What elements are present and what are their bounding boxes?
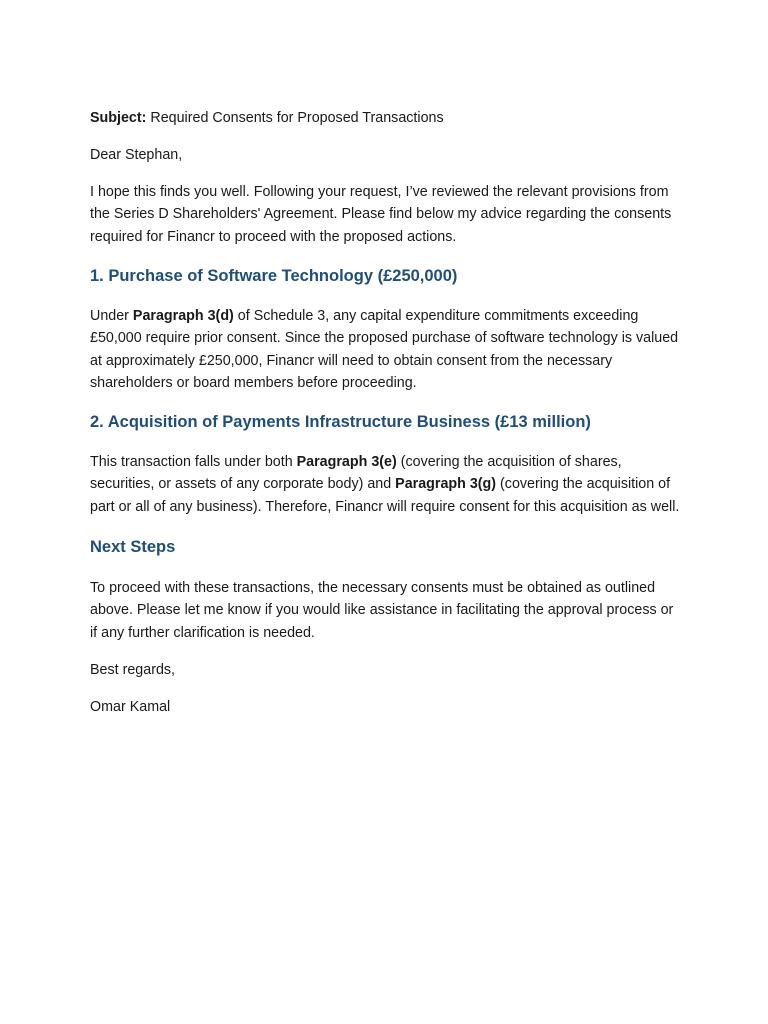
- section-1-reference: Paragraph 3(d): [132, 307, 234, 324]
- subject-label: Subject:: [90, 110, 147, 126]
- closing-line: Best regards,: [90, 661, 176, 678]
- next-steps-paragraph: To proceed with these transactions, the necessary consents must be obtained as outlined above. Please let me know if you would like assistance in facilitating the approval process or if any further clarification is needed.: [90, 580, 674, 641]
- section-1-text-1: Under: [90, 307, 133, 324]
- section-2-reference-2: Paragraph 3(g): [395, 476, 497, 493]
- section-2-heading: 2. Acquisition of Payments Infrastructure Business (£13 million): [90, 413, 591, 432]
- next-steps-heading: Next Steps: [90, 538, 176, 557]
- signature: Omar Kamal: [90, 699, 171, 716]
- section-1-paragraph: [90, 305, 680, 394]
- section-1-text-2: of Schedule 3, any capital expenditure commitments exceeding £50,000 require prior consent. Since the proposed purchase of software technology is valued at approximately £250,000, Financr will need to obtain consent from the necessary shareholders or board members before proceeding.: [90, 307, 679, 391]
- section-2-reference-1: Paragraph 3(e): [296, 454, 397, 471]
- section-2-text-1: This transaction falls under both: [90, 454, 297, 471]
- greeting: Dear Stephan,: [90, 146, 183, 163]
- section-2-text-3: (covering the acquisition of part or all of any business). Therefore, Financr will require consent for this acquisition as well.: [90, 476, 680, 515]
- section-1-heading: 1. Purchase of Software Technology (£250,000): [90, 266, 458, 285]
- subject-text: Required Consents for Proposed Transactions: [146, 110, 444, 126]
- subject-line: [90, 107, 680, 129]
- section-2-text-2: (covering the acquisition of shares, securities, or assets of any corporate body) and: [90, 454, 622, 493]
- section-2-paragraph: [90, 451, 680, 518]
- letter-document: [90, 107, 680, 719]
- intro-paragraph: I hope this finds you well. Following your request, I’ve reviewed the relevant provisions from the Series D Shareholders' Agreement. Please find below my advice regarding the consents required for Financr to proceed with the proposed actions.: [90, 184, 672, 245]
